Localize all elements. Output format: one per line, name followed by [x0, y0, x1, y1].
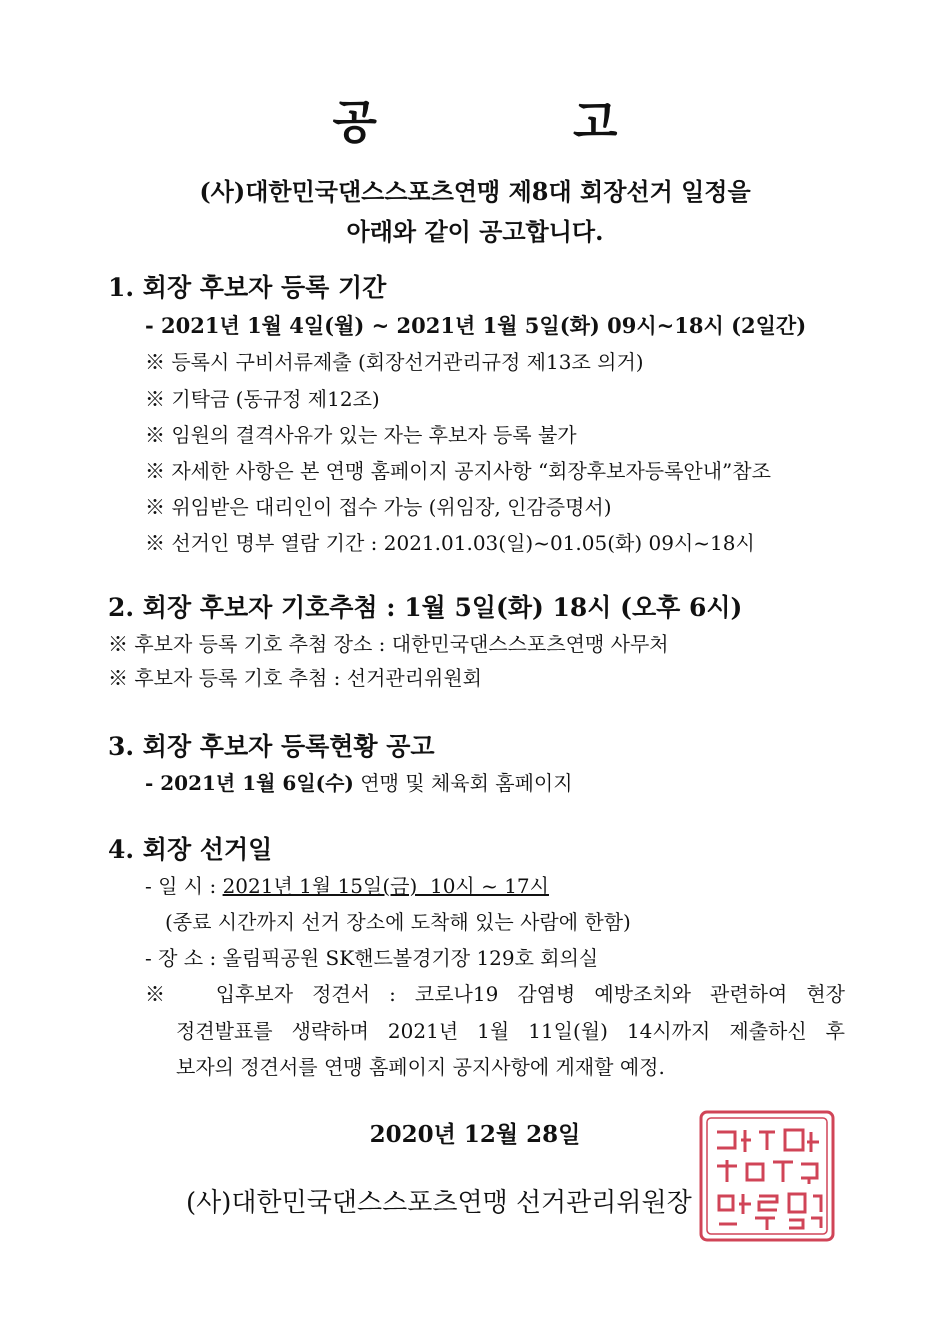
notice-line: ※ 입후보자 정견서 : 코로나19 감염병 예방조치와 관련하여 현장 — [145, 982, 845, 1006]
election-place: - 장 소 : 올림픽공원 SK핸드볼경기장 129호 회의실 — [145, 946, 599, 970]
section-2-note: ※ 후보자 등록 기호 추첨 : 선거관리위원회 — [108, 666, 483, 690]
section-3-date: - 2021년 1월 6일(수) — [145, 771, 354, 795]
section-3-item — [145, 767, 573, 796]
intro-line-2: 아래와 같이 공고합니다. — [346, 217, 604, 246]
intro-line-1: (사)대한민국댄스스포츠연맹 제8대 회장선거 일정을 — [199, 177, 751, 206]
section-3-heading: 3. 회장 후보자 등록현황 공고 — [108, 732, 435, 761]
section-1-period: - 2021년 1월 4일(월) ~ 2021년 1월 5일(화) 09시~18시 (2일간) — [145, 313, 807, 338]
issuer-name: (사)대한민국댄스스포츠연맹 선거관리위원장 — [186, 1188, 692, 1218]
notice-line: 보자의 정견서를 연맹 홈페이지 공지사항에 게재할 예정. — [176, 1055, 665, 1079]
section-4-heading: 4. 회장 선거일 — [108, 835, 273, 864]
section-1-note: ※ 자세한 사항은 본 연맹 홈페이지 공지사항 “회장후보자등록안내”참조 — [145, 459, 771, 483]
section-2-heading: 2. 회장 후보자 기호추첨 : 1월 5일(화) 18시 (오후 6시) — [108, 593, 743, 622]
notice-line: 정견발표를 생략하며 2021년 1월 11일(월) 14시까지 제출하신 후 — [176, 1019, 845, 1043]
section-1-note: ※ 기탁금 (동규정 제12조) — [145, 387, 380, 411]
section-1-note: ※ 임원의 결격사유가 있는 자는 후보자 등록 불가 — [145, 423, 577, 447]
section-1-note: ※ 선거인 명부 열람 기간 : 2021.01.03(일)~01.05(화) 09시~18시 — [145, 531, 755, 555]
section-2-note: ※ 후보자 등록 기호 추첨 장소 : 대한민국댄스스포츠연맹 사무처 — [108, 632, 669, 656]
official-seal — [697, 1108, 837, 1244]
section-3-item-text: 연맹 및 체육회 홈페이지 — [353, 771, 573, 795]
election-time-label: - 일 시 : — [145, 874, 223, 898]
section-1-heading: 1. 회장 후보자 등록 기간 — [108, 273, 387, 302]
election-time-note: (종료 시간까지 선거 장소에 도착해 있는 사람에 한함) — [165, 910, 631, 934]
section-1-note: ※ 위임받은 대리인이 접수 가능 (위임장, 인감증명서) — [145, 495, 612, 519]
issue-date: 2020년 12월 28일 — [369, 1121, 581, 1148]
election-time — [145, 870, 549, 899]
section-1-note: ※ 등록시 구비서류제출 (회장선거관리규정 제13조 의거) — [145, 350, 644, 374]
page-title: 공 고 — [332, 95, 708, 149]
election-time-value: 2021년 1월 15일(금) 10시 ~ 17시 — [222, 874, 549, 898]
